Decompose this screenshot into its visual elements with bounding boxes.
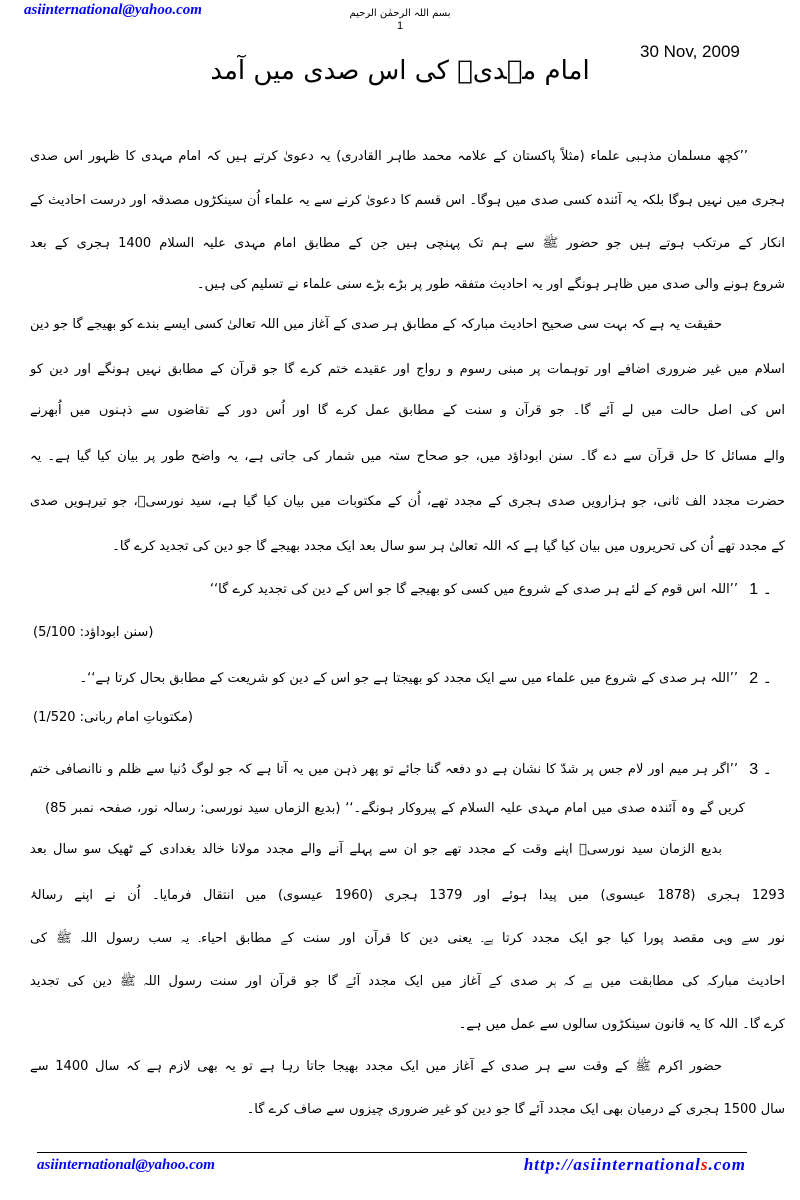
text-line: حضور اکرم ﷺ کے وقت سے ہر صدی کے آغاز میں ایک مجدد بھیجا جاتا رہا ہے تو یہ بھی لازم ہے کہ سال 1400 سے xyxy=(30,1059,722,1074)
url-highlight: s xyxy=(700,1155,709,1174)
text-line: احادیث مبارکہ کی مطابقت میں ہے کہ ہر صدی کے آغاز میں ایک مجدد آئے گا جو قرآن اور سنت رسول اللہ ﷺ دین کی تجدید xyxy=(30,974,785,989)
url-main: http://asiinternational xyxy=(523,1155,701,1174)
text-line: انکار کے مرتکب ہوتے ہیں جو حضور ﷺ سے ہم تک پہنچی ہیں جن کے مطابق امام مہدی علیہ السلام 1400 ہجری کے بعد xyxy=(30,236,785,251)
quote-source: (مکتوباتِ امام ربانی: 1/520) xyxy=(33,710,193,725)
text-line: کرے گا۔ اللہ کا یہ قانون سینکڑوں سالوں سے عمل میں ہے۔ xyxy=(458,1017,785,1032)
text-line: سال 1500 ہجری کے درمیان بھی ایک مجدد آئے گا جو دین کو غیر ضروری چیزوں سے صاف کرے گا۔ xyxy=(246,1102,785,1117)
text-line: بدیع الزمان سید نورسیؒ اپنے وقت کے مجدد تھے جو ان سے پہلے آنے والے مجدد مولانا خالد بغدادی کے ٹھیک سو سال بعد xyxy=(30,842,722,857)
text-line: اسلام میں غیر ضروری اضافے اور توہمات پر مبنی رسوم و رواج اور عقیدے ختم کرے گا جو قرآن کے مطابق نہیں ہونگے اور دین کو xyxy=(30,362,785,377)
document-date: 30 Nov, 2009 xyxy=(640,42,740,61)
quote-number: 3 ۔ xyxy=(749,761,772,778)
quote-number: 2 ۔ xyxy=(749,670,772,687)
text-line: شروع ہونے والی صدی میں ظاہر ہونگے اور یہ احادیث متفقہ طور پر بڑے بڑے سنی علماء نے تسلیم کی ہیں۔ xyxy=(196,277,785,292)
text-line: کے مجدد تھے اُن کی تحریروں میں بیان کیا گیا ہے کہ اللہ تعالیٰ ہر سو سال بعد ایک مجدد بھیجے گا جو دین کی تجدید کرے گا۔ xyxy=(112,539,785,554)
text-line: حضرت مجدد الف ثانی، جو ہزارویں صدی ہجری کے مجدد تھے، اُن کے مکتوبات میں بیان کیا گیا ہے، سید نورسیؒ، جو تیرہویں صدی xyxy=(30,494,785,509)
page-title: امام مہدیؑ کی اس صدی میں آمد xyxy=(210,56,590,86)
url-end: .com xyxy=(708,1155,746,1174)
quote-number: 1 ۔ xyxy=(749,581,772,598)
footer-divider xyxy=(37,1152,747,1153)
text-line: ’’کچھ مسلمان مذہبی علماء (مثلاً پاکستان کے علامہ محمد طاہر القادری) یہ دعویٰ کرتے ہیں کہ امام مہدی کا ظہور اس صدی xyxy=(30,149,748,164)
header-email[interactable]: asiinternational@yahoo.com xyxy=(24,2,202,18)
text-line: 1293 ہجری (1878 عیسوی) میں پیدا ہوئے اور 1379 ہجری (1960 عیسوی) میں انتقال فرمایا۔ اُن نے اپنے رسالۂ xyxy=(30,888,785,903)
text-line: اس کی اصل حالت میں لے آئے گا۔ جو قرآن و سنت کے مطابق عمل کرے گا اور اُس دور کے تقاضوں سے ذہنوں میں اُبھرنے xyxy=(30,403,785,418)
text-line: ہجری میں نہیں ہوگا بلکہ یہ آئندہ کسی صدی میں ہوگا۔ اس قسم کا دعویٰ کرنے سے یہ علماء اُن سینکڑوں مصدقہ اور درست احادیث کے xyxy=(30,193,785,208)
footer-url[interactable] xyxy=(524,1155,746,1175)
text-line: حقیقت یہ ہے کہ بہت سی صحیح احادیث مبارکہ کے مطابق ہر صدی کے آغاز میں اللہ تعالیٰ کسی ایسے بندے کو بھیجے گا جو دین xyxy=(30,317,722,332)
footer-email[interactable]: asiinternational@yahoo.com xyxy=(37,1157,215,1173)
quote-source: (سنن ابوداؤد: 5/100) xyxy=(33,625,154,640)
quote-text: ’’اگر ہر میم اور لام جس پر شدّ کا نشان ہے دو دفعہ گنا جائے تو پھر ذہن میں یہ آتا ہے کہ جو لوگ دُنیا سے ظلم و ناانصافی ختم xyxy=(30,762,738,777)
page-number: 1 xyxy=(396,20,404,32)
quote-text: ’’اللہ اس قوم کے لئے ہر صدی کے شروع میں کسی کو بھیجے گا جو اس کے دین کی تجدید کرے گا‘‘ xyxy=(209,582,738,597)
bismillah: بسم اللہ الرحمٰن الرحیم xyxy=(349,8,451,19)
text-line: نور سے وہی مقصد پورا کیا جو ایک مجدد کرتا ہے۔ یعنی دین کا قرآن اور سنت کے مطابق احیاء۔ یہ سب رسول اللہ ﷺ کی xyxy=(30,931,785,946)
quote-text: ’’اللہ ہر صدی کے شروع میں علماء میں سے ایک مجدد کو بھیجتا ہے جو اس کے دین کو شریعت کے مطابق بحال کرتا ہے‘‘۔ xyxy=(79,671,738,686)
text-line: والے مسائل کا حل قرآن سے دے گا۔ سنن ابوداؤد میں، جو صحاح ستہ میں شمار کی جاتی ہے، یہ واضح طور پر بیان کیا گیا ہے۔ یہ xyxy=(30,449,785,464)
quote-text: کریں گے وہ آئندہ صدی میں امام مہدی علیہ السلام کے پیروکار ہونگے۔‘‘ (بدیع الزماں سید نورسی: رسالہ نور، صفحہ نمبر 85) xyxy=(45,801,745,816)
